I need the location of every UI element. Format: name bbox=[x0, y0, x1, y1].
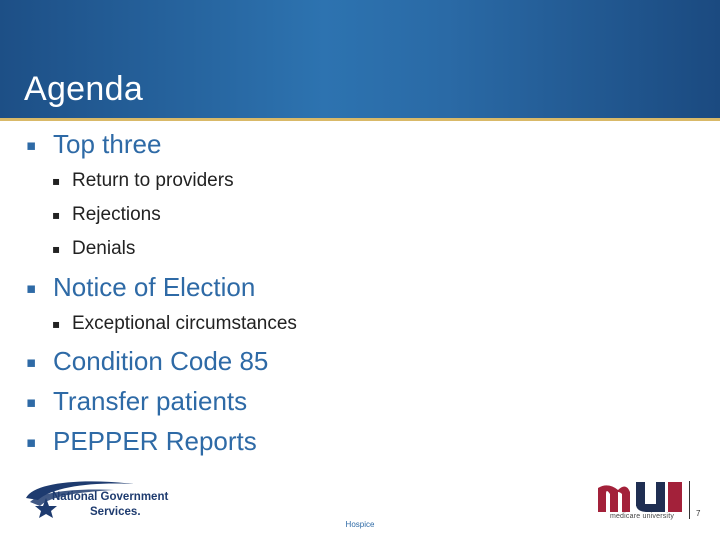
mu-logo-icon bbox=[596, 480, 688, 514]
bullet-square-icon: ▪ bbox=[52, 317, 61, 331]
ngs-logo-line2: Services. bbox=[90, 506, 141, 518]
bullet-text: Top three bbox=[53, 129, 162, 159]
bullet-item bbox=[26, 386, 247, 417]
bullet-text: Condition Code 85 bbox=[53, 346, 269, 376]
sub-bullet-item bbox=[52, 204, 161, 226]
bullet-text: Notice of Election bbox=[53, 272, 256, 302]
bullet-square-icon: ▪ bbox=[52, 208, 61, 222]
bullet-text: PEPPER Reports bbox=[53, 426, 257, 456]
bullet-item bbox=[26, 272, 255, 303]
bullet-square-icon: ▪ bbox=[26, 135, 37, 154]
bullet-text: Transfer patients bbox=[53, 386, 248, 416]
sub-bullet-item bbox=[52, 238, 135, 260]
footer-label: Hospice bbox=[345, 520, 375, 529]
bullet-item bbox=[26, 346, 268, 377]
bullet-item bbox=[26, 129, 161, 160]
bullet-square-icon: ▪ bbox=[52, 242, 61, 256]
ngs-logo-line1: National Government bbox=[52, 491, 169, 503]
sub-bullet-item bbox=[52, 313, 297, 335]
bullet-item bbox=[26, 426, 257, 457]
slide-title: Agenda bbox=[24, 70, 144, 108]
bullet-square-icon: ▪ bbox=[26, 392, 37, 411]
ngs-logo bbox=[24, 476, 190, 518]
logo-divider bbox=[689, 481, 690, 519]
bullet-square-icon: ▪ bbox=[26, 432, 37, 451]
sub-bullet-text: Rejections bbox=[72, 204, 161, 225]
sub-bullet-text: Return to providers bbox=[72, 170, 234, 191]
bullet-square-icon: ▪ bbox=[52, 174, 61, 188]
bullet-square-icon: ▪ bbox=[26, 278, 37, 297]
mu-logo bbox=[596, 480, 688, 522]
banner-rule bbox=[0, 118, 720, 121]
mu-logo-caption: medicare university bbox=[609, 513, 675, 520]
ngs-logo-text bbox=[52, 490, 168, 520]
page-number: 7 bbox=[696, 509, 701, 518]
sub-bullet-text: Exceptional circumstances bbox=[72, 313, 297, 334]
sub-bullet-item bbox=[52, 170, 234, 192]
bullet-square-icon: ▪ bbox=[26, 352, 37, 371]
sub-bullet-text: Denials bbox=[72, 238, 136, 259]
